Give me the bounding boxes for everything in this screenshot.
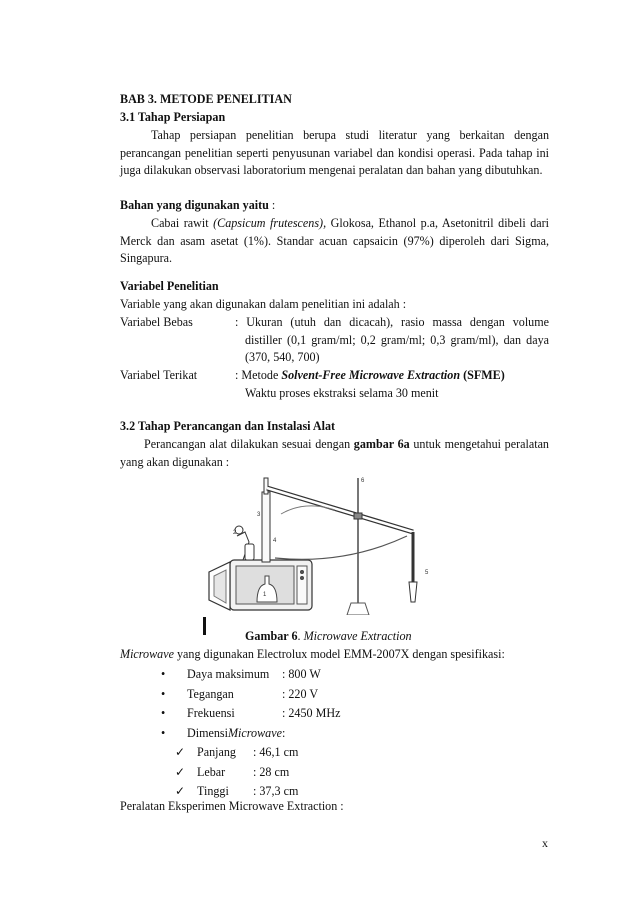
variabel-bebas-label: Variabel Bebas [120, 315, 193, 329]
figure-label: 6 [361, 478, 365, 484]
dimension-value: : 46,1 cm [253, 745, 299, 759]
s32-text-a: Perancangan alat dilakukan sesuai dengan [144, 437, 354, 451]
figure-label: 5 [425, 570, 429, 576]
dimension-key: Panjang [197, 745, 236, 759]
dimension-key: Tinggi [197, 784, 229, 798]
bahan-colon: : [268, 198, 276, 212]
dimension-key: Lebar [197, 764, 226, 779]
spec-key: Frekuensi [187, 706, 235, 720]
dimension-list [175, 743, 298, 802]
checkmark-icon: ✓ [175, 784, 186, 798]
column-top [264, 478, 268, 494]
dim-label: Dimensi [187, 725, 228, 740]
variabel-bebas-row [120, 314, 549, 367]
bahan-species: (Capsicum frutescens), [213, 216, 327, 230]
section-3-1-paragraph: Tahap persiapan penelitian berupa studi literatur yang berkaitan dengan perancangan penelitian seperti penyusunan variabel dan kondisi operasi. Pada tahap ini juga dilakukan observasi laboratorium mengenai peralatan dan bahan yang dibutuhkan. [120, 128, 549, 178]
text-cursor [203, 617, 206, 635]
variabel-terikat-row [120, 367, 549, 385]
spec-item [161, 704, 340, 724]
variabel-intro: Variable yang akan digunakan dalam penelitian ini adalah : [120, 297, 407, 311]
spec-value: : 220 V [282, 686, 319, 701]
figure-caption [245, 629, 412, 644]
spec-intro-rest: yang digunakan Electrolux model EMM-2007X dengan spesifikasi: [173, 647, 505, 661]
dim-italic: Microwave [227, 725, 282, 740]
dimension-item [175, 763, 298, 783]
caption-italic: Microwave Extraction [303, 629, 412, 643]
checkmark-icon: ✓ [175, 745, 186, 759]
s32-figure-ref: gambar 6a [353, 437, 410, 451]
bahan-text-b: Glokosa, Ethanol p.a, Asetonitril dibeli dari Merck dan asam asetat (1%). Standar acuan capsaicin (97%) diperoleh dari Sigma, Singapura. [120, 216, 550, 266]
bahan-text-a: Cabai rawit [151, 216, 214, 230]
spec-value: : 800 W [282, 667, 321, 681]
variabel-terikat-line2: Waktu proses ekstraksi selama 30 menit [245, 386, 439, 400]
vertical-column [262, 492, 270, 562]
spec-intro [120, 647, 505, 662]
dimension-value: : 28 cm [253, 764, 290, 779]
terikat-suffix: (SFME) [460, 368, 505, 382]
spec-item [161, 685, 340, 705]
variabel-bebas-value: : Ukuran (utuh dan dicacah), rasio massa dengan volume distiller (0,1 gram/ml; 0,2 gram/ml; 0,3 gram/ml), dan daya (370, 540, 700) [235, 315, 549, 365]
variabel-terikat-label: Variabel Terikat [120, 368, 198, 382]
bahan-heading-line [120, 197, 275, 215]
stand-clamp [354, 513, 362, 519]
bahan-paragraph [120, 215, 549, 268]
receiver-tip [409, 582, 417, 602]
control-knob-icon [301, 577, 304, 580]
stand-base [347, 603, 369, 615]
variabel-heading: Variabel Penelitian [120, 279, 219, 293]
spec-key: Daya maksimum [187, 667, 270, 681]
spec-list [161, 665, 340, 743]
section-3-2-paragraph [120, 436, 549, 471]
caption-bold: Gambar 6 [245, 629, 298, 643]
bullet-icon: • [161, 725, 166, 740]
bullet-icon: • [161, 706, 166, 720]
section-heading-3-1: 3.1 Tahap Persiapan [120, 110, 226, 124]
spec-value: : 2450 MHz [282, 706, 341, 720]
bullet-icon: • [161, 686, 166, 701]
spec-item-dimensi [161, 724, 340, 744]
s32-text-b: untuk mengetahui peralatan yang akan digunakan : [120, 437, 549, 469]
terikat-method: Solvent-Free Microwave Extraction [281, 368, 461, 382]
checkmark-icon: ✓ [175, 764, 186, 779]
bullet-icon: • [161, 667, 166, 681]
spec-intro-italic: Microwave [120, 647, 174, 661]
tubing [275, 536, 407, 559]
page-number: x [542, 836, 548, 850]
spec-key: Tegangan [187, 686, 234, 701]
side-bottle [245, 544, 254, 560]
figure-label: 1 [263, 592, 267, 598]
spec-item [161, 665, 340, 685]
figure-label: 2 [233, 530, 237, 536]
terikat-prefix: : Metode [235, 368, 282, 382]
section-heading-3-2: 3.2 Tahap Perancangan dan Instalasi Alat [120, 419, 336, 433]
dimension-value: : 37,3 cm [253, 784, 299, 798]
dimension-item [175, 743, 298, 763]
dim-colon: : [281, 725, 286, 740]
caption-sep: . [297, 629, 304, 643]
chapter-title: BAB 3. METODE PENELITIAN [120, 92, 292, 106]
control-knob-icon [301, 571, 304, 574]
figure-label: 3 [257, 512, 261, 518]
bahan-heading: Bahan yang digunakan yaitu [120, 198, 269, 212]
variabel-terikat-value [235, 367, 549, 385]
closing-line: Peralatan Eksperimen Microwave Extraction : [120, 799, 344, 813]
microwave-extraction-figure [195, 470, 455, 615]
figure-label: 4 [273, 538, 277, 544]
